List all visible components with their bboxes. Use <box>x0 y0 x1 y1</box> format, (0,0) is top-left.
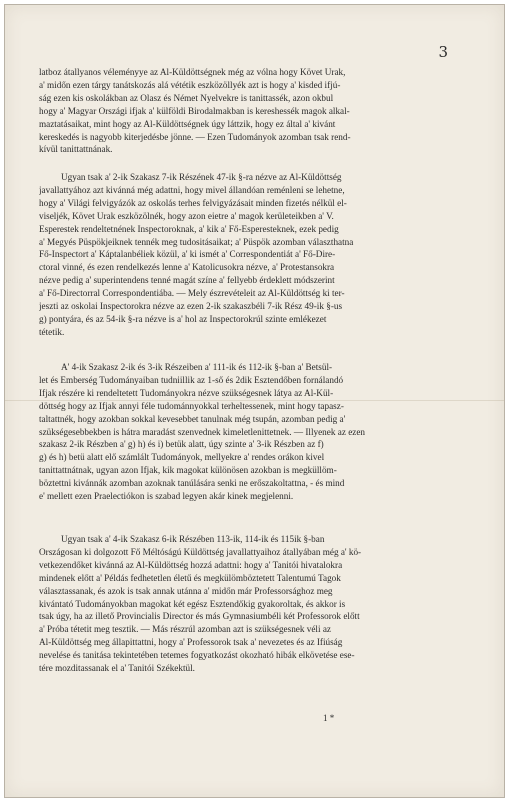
text-line: nevelése és tanitása tekintetében tetemes fogyatkozást okozható hibák elkövetése ese- <box>39 650 355 661</box>
document-page <box>4 4 505 798</box>
text-line: ctoral vinné, és ezen rendelkezés lenne a' Katolicusokra nézve, a' Protestansokra <box>39 262 335 273</box>
text-line: hogy a' Világi felvigyázók az oskolás terhes felvigyázásait minden fizetés nélkül el- <box>39 197 347 208</box>
text-line: a' Megyés Püspökjeiknek tennék meg tudositásaikat; a' Püspök azomban választhatna <box>39 236 354 247</box>
text-line: let és Emberség Tudományaiban tudniillik az 1-ső és 2dik Esztendőben fornálandó <box>39 374 344 385</box>
page-number: 3 <box>438 43 448 61</box>
text-line: Ugyan tsak a' 4-ik Szakasz 6-ik Részében 113-ik, 114-ik és 115ik §-ban <box>61 534 325 544</box>
text-line: a' midőn ezen tárgy tanátskozás alá vététik eszközöllyék azt is hogy a' kisded ifjú- <box>39 79 341 90</box>
text-line: tétetik. <box>39 326 65 337</box>
text-line: döttség hogy az Ifjak annyi féle tudománnyokkal terheltessenek, mint hogy tapasz- <box>39 400 344 411</box>
paragraph-1 <box>39 66 485 156</box>
text-line: Ifjak részére ki rendeltetett Tudományokra nézve szükségesnek látya az Al-Kül- <box>39 387 334 398</box>
text-line: mindenek előtt a' Példás fedhetetlen életű és megkülömböztetett Talentumú Tagok <box>39 572 341 583</box>
text-line: Al-Küldöttség meg állapittattni, hogy a' Professorok tsak a' nevezetes és az Ifiúság <box>39 637 343 648</box>
text-line: a' Fő-Directorral Correspondentiába. — Mely észrevételeit az Al-Küldöttség ki ter- <box>39 288 345 299</box>
text-line: latboz átallyanos véleményye az Al-Küldöttségnek még az vólna hogy Követ Urak, <box>39 67 346 77</box>
text-line: kívül tanittattnának. <box>39 144 113 155</box>
paragraph-4 <box>39 533 485 675</box>
paragraph-3 <box>39 361 485 503</box>
text-line: e' mellett ezen Praelectiókon is szabad legyen akár kinek megjelenni. <box>39 491 294 502</box>
text-line: böztettni kivánnák azomban azoknak tanúlására senki ne erőszakoltattna, - és mind <box>39 478 345 489</box>
text-line: Fő-Inspectort a' Káptalanbéliek közül, a' ki ismét a' Correspondentiát a' Fő-Dire- <box>39 249 336 260</box>
text-line: kereskedés is nagyobb kiterjedésbe jönne. — Ezen Tudományok azomban tsak rend- <box>39 131 351 142</box>
text-line: viseljék, Követ Urak eszközölnék, hogy azon eietre a' magok kerületeikben a' V. <box>39 210 334 221</box>
text-line: Esperestek rendeltetnének Inspectoroknak, a' kik a' Fő-Esperesteknek, ezek pedig <box>39 223 339 234</box>
text-line: g) pontyára, és az 54-ik §-ra nézve is a' hol az Inspectorokrúl szinte emlékezet <box>39 313 327 324</box>
text-line: szakasz 2-ik Részben a' g) h) és i) betük alatt, úgy szinte a' 3-ik Részben az f) <box>39 439 324 450</box>
text-line: Ugyan tsak a' 2-ik Szakasz 7-ik Részének 47-ik §-ra nézve az Al-Küldöttség <box>61 172 342 182</box>
text-line: g) és h) betü alatt elő számlált Tudományok, mellyekre a' rendes orákon kivel <box>39 452 325 463</box>
text-line: vetkezendőket kivánná az Al-Küldöttség hozzá adattni: hogy a' Tanitói hivatalokra <box>39 559 343 570</box>
text-line: nézve pedig a' superintendens tenné magát színe a' fellyebb érdeklett módszerint <box>39 275 335 286</box>
text-line: kivántató Tudományokban magokat két egész Esztendőkig gyakoroltak, és akkor is <box>39 598 346 609</box>
signature-mark: 1 * <box>323 713 335 723</box>
text-line: A' 4-ik Szakasz 2-ik és 3-ik Részeiben a' 111-ik és 112-ik §-ban a' Betsül- <box>61 362 333 372</box>
text-line: Országosan ki dolgozott Fő Méltóságú Küldöttség javallattyaihoz átallyában még a' kö- <box>39 546 362 557</box>
text-line: választassanak, és azok is tsak annak utánna a' midőn már Professorsághoz meg <box>39 585 333 596</box>
text-line: jeszti az oskolai Inspectorokra nézve az ezen 2-ik szakaszbéli 7-ik Rész 49-ik §-us <box>39 301 343 312</box>
text-line: taltattnék, hogy azokban sokkal kevesebbet tanulnak még tsupán, azomban pedig a' <box>39 413 346 424</box>
text-line: szükségesebbekben is hátra maradást szenvednek kimeletlenittetnek. — Illyenek az ezen <box>39 426 366 437</box>
paragraph-2 <box>39 171 485 339</box>
text-line: ság ezen kis oskolákban az Olasz és Német Nyelvekre is tanittassék, azon okbul <box>39 92 334 103</box>
text-line: tsak úgy, ha az illető Provincialis Director és más Gymnasiumbéli két Professorok előtt <box>39 611 360 622</box>
text-line: a' Próba tétetit meg tesztik. — Más részrúl azomban azt is szükségesnek véli az <box>39 624 331 635</box>
text-line: hogy a' Magyar Országi ifjak a' külföldi Birodalmakban is kereshessék magok alkal- <box>39 105 350 116</box>
text-line: maztatásaikat, mint hogy az Al-Küldöttségnek úgy láttzik, hogy ez által a' kivánt <box>39 118 336 129</box>
text-line: tére mozditassanak el a' Tanitói Székektül. <box>39 663 195 674</box>
text-line: javallattyához azt kivánná még adattni, hogy mivel állandóan reménleni se lehetne, <box>39 184 345 195</box>
text-line: tanittattnátnak, ugyan azon Ifjak, kik magokat különösen azokban is megküllöm- <box>39 465 337 476</box>
